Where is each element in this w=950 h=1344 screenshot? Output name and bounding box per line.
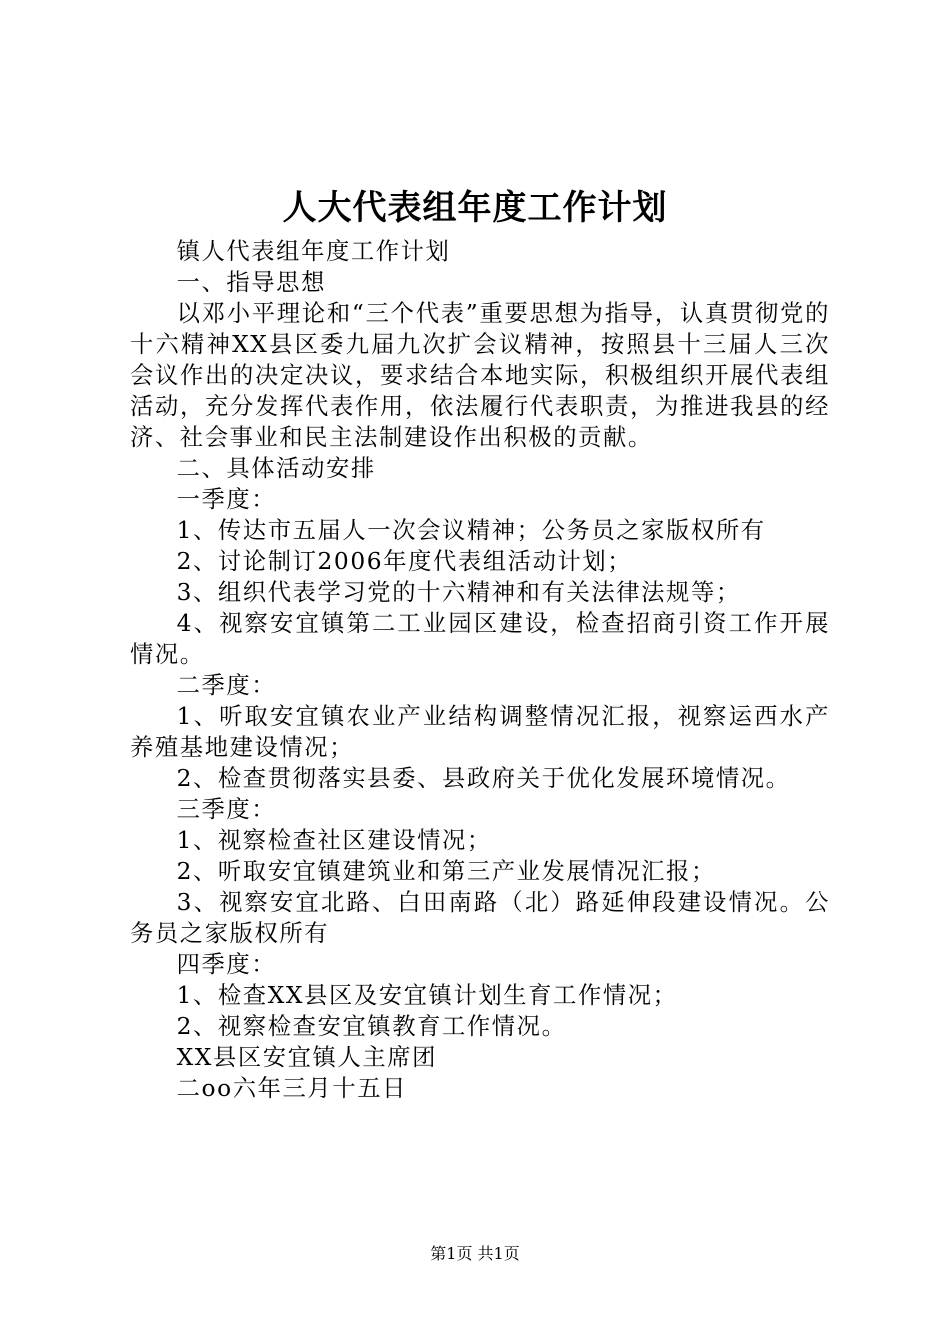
document-title: 人大代表组年度工作计划 [282,188,668,228]
paragraph: 四季度： [176,951,277,978]
paragraph: 镇人代表组年度工作计划 [176,238,451,265]
paragraph: 三季度： [176,796,277,823]
paragraph: 2、检查贯彻落实县委、县政府关于优化发展环境情况。 [176,765,791,792]
paragraph: 1、传达市五届人一次会议精神；公务员之家版权所有 [176,517,766,544]
paragraph: 二季度： [176,672,277,699]
paragraph: 2、听取安宜镇建筑业和第三产业发展情况汇报； [176,858,716,885]
paragraph: 3、视察安宜北路、白田南路（北）路延伸段建设情况。公务员之家版权所有 [130,889,830,947]
paragraph: 二oo六年三月十五日 [176,1075,408,1102]
paragraph: 2、讨论制订2006年度代表组活动计划； [176,548,633,575]
paragraph: 二、具体活动安排 [176,455,376,482]
paragraph: 1、听取安宜镇农业产业结构调整情况汇报，视察运西水产养殖基地建设情况； [130,703,830,761]
page-footer: 第1页 共1页 [430,1244,520,1263]
paragraph: 1、视察检查社区建设情况； [176,827,492,854]
paragraph: 以邓小平理论和“三个代表”重要思想为指导，认真贯彻党的十六精神XX县区委九届九次扩会议精神，按照县十三届人三次会议作出的决定决议，要求结合本地实际，积极组织开展代表组活动，充分发挥代表作用，依法履行代表职责，为推进我县的经济、社会事业和民主法制建设作出积极的贡献。 [130,300,830,451]
document-body [130,236,830,1104]
paragraph: 3、组织代表学习党的十六精神和有关法律法规等； [176,579,741,606]
paragraph: 4、视察安宜镇第二工业园区建设，检查招商引资工作开展情况。 [130,610,830,668]
paragraph: 2、视察检查安宜镇教育工作情况。 [176,1013,567,1040]
paragraph: 一季度： [176,486,277,513]
paragraph: XX县区安宜镇人主席团 [176,1044,438,1071]
paragraph: 1、检查XX县区及安宜镇计划生育工作情况； [176,982,678,1009]
paragraph: 一、指导思想 [176,269,326,296]
